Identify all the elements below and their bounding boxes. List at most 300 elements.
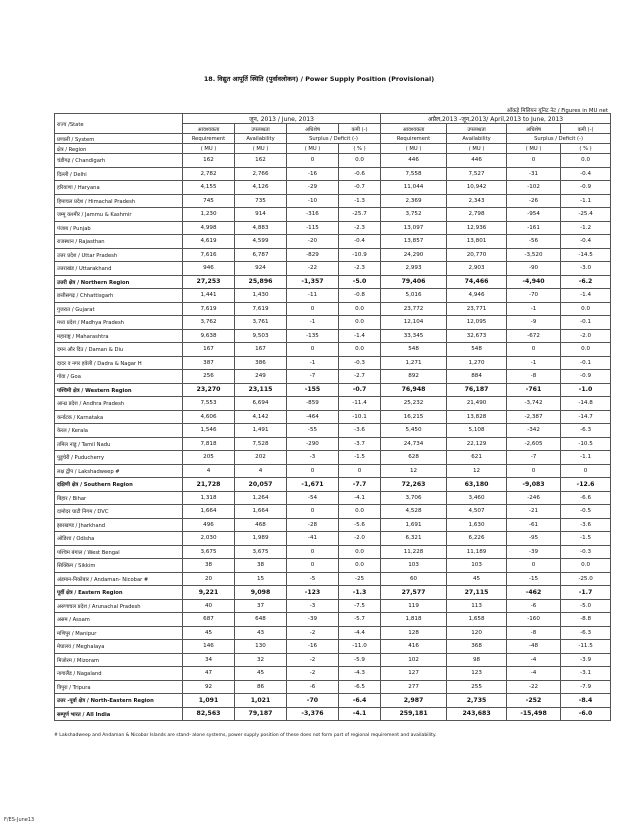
cell-value: 2,798 — [447, 208, 507, 222]
row-name: गुजरात / Gujarat — [55, 302, 183, 316]
cell-value: -7.7 — [339, 478, 381, 492]
cell-value: -3,742 — [507, 397, 561, 411]
col-en-header: Requirement — [381, 134, 447, 144]
cell-value: 76,187 — [447, 383, 507, 397]
cell-value: 548 — [381, 343, 447, 357]
cell-value: 2,735 — [447, 694, 507, 708]
cell-value: 1,430 — [235, 289, 287, 303]
cell-value: 687 — [183, 613, 235, 627]
cell-value: -25.7 — [339, 208, 381, 222]
cell-value: -160 — [507, 613, 561, 627]
cell-value: 76,948 — [381, 383, 447, 397]
col-hi-header: आवश्यकता — [183, 124, 235, 134]
table-row — [55, 329, 611, 343]
cell-value: -25 — [339, 572, 381, 586]
cell-value: 22,129 — [447, 437, 507, 451]
cell-value: -3.9 — [561, 653, 611, 667]
cell-value: 86 — [235, 680, 287, 694]
cell-value: -6 — [507, 599, 561, 613]
cell-value: 72,263 — [381, 478, 447, 492]
cell-value: 0 — [287, 464, 339, 478]
row-name: सम्पूर्ण भारत / All India — [55, 707, 183, 721]
cell-value: 38 — [183, 559, 235, 573]
cell-value: 0.0 — [339, 302, 381, 316]
row-name: राजस्थान / Rajasthan — [55, 235, 183, 249]
cell-value: -0.5 — [561, 505, 611, 519]
cell-value: 2,343 — [447, 194, 507, 208]
cell-value: 924 — [235, 262, 287, 276]
col-unit-header: ( % ) — [561, 144, 611, 154]
col-unit-header: ( MU ) — [183, 144, 235, 154]
cell-value: 0 — [287, 154, 339, 168]
cell-value: -0.1 — [561, 356, 611, 370]
cell-value: 119 — [381, 599, 447, 613]
cell-value: -8 — [507, 626, 561, 640]
cell-value: -829 — [287, 248, 339, 262]
cell-value: 162 — [183, 154, 235, 168]
col-hi-header: उपलब्धता — [235, 124, 287, 134]
cell-value: -7 — [507, 451, 561, 465]
cell-value: 7,527 — [447, 167, 507, 181]
row-name: मिजोरम / Mizoram — [55, 653, 183, 667]
cell-value: -95 — [507, 532, 561, 546]
cell-value: 0 — [507, 154, 561, 168]
table-row — [55, 464, 611, 478]
region-total-row — [55, 478, 611, 492]
cell-value: 259,181 — [381, 707, 447, 721]
cell-value: 0 — [339, 464, 381, 478]
cell-value: -1,671 — [287, 478, 339, 492]
cell-value: -3,520 — [507, 248, 561, 262]
cell-value: 9,221 — [183, 586, 235, 600]
cell-value: -2.3 — [339, 262, 381, 276]
cell-value: 12 — [381, 464, 447, 478]
table-row — [55, 613, 611, 627]
cell-value: 1,264 — [235, 491, 287, 505]
region-total-row — [55, 586, 611, 600]
col-unit-header: ( MU ) — [507, 144, 561, 154]
row-name: मेघालय / Meghalaya — [55, 640, 183, 654]
cell-value: 13,857 — [381, 235, 447, 249]
cell-value: 0 — [507, 464, 561, 478]
cell-value: 1,091 — [183, 694, 235, 708]
row-name: कर्नाटक / Karnataka — [55, 410, 183, 424]
cell-value: -1 — [287, 316, 339, 330]
cell-value: -0.4 — [561, 235, 611, 249]
cell-value: 27,577 — [381, 586, 447, 600]
cell-value: 548 — [447, 343, 507, 357]
cell-value: 446 — [381, 154, 447, 168]
cell-value: 6,787 — [235, 248, 287, 262]
cell-value: -2.7 — [339, 370, 381, 384]
cell-value: -25.0 — [561, 572, 611, 586]
cell-value: -70 — [507, 289, 561, 303]
cell-value: -0.1 — [561, 316, 611, 330]
cell-value: -0.7 — [339, 383, 381, 397]
all-india-row — [55, 707, 611, 721]
row-name: महाराष्ट्र / Maharashtra — [55, 329, 183, 343]
cell-value: 4,619 — [183, 235, 235, 249]
cell-value: -859 — [287, 397, 339, 411]
cell-value: -2 — [287, 653, 339, 667]
table-row — [55, 410, 611, 424]
cell-value: 13,828 — [447, 410, 507, 424]
cell-value: -0.4 — [339, 235, 381, 249]
cell-value: -954 — [507, 208, 561, 222]
cell-value: 15 — [235, 572, 287, 586]
cell-value: 9,503 — [235, 329, 287, 343]
col-unit-header: ( % ) — [339, 144, 381, 154]
cell-value: 5,450 — [381, 424, 447, 438]
cell-value: 120 — [447, 626, 507, 640]
cell-value: -0.8 — [339, 289, 381, 303]
cell-value: 25,896 — [235, 275, 287, 289]
cell-value: 13,097 — [381, 221, 447, 235]
cell-value: -2.3 — [339, 221, 381, 235]
cell-value: 27,253 — [183, 275, 235, 289]
cell-value: -0.9 — [561, 181, 611, 195]
cell-value: 0 — [287, 505, 339, 519]
cell-value: 735 — [235, 194, 287, 208]
cell-value: -10.9 — [339, 248, 381, 262]
cell-value: 21,728 — [183, 478, 235, 492]
row-name: दक्षिणी क्षेत्र / Southern Region — [55, 478, 183, 492]
page-title: 18. विद्युत आपूर्ति स्थिति (पुर्वावलोकन) / Power Supply Position (Provisional) — [203, 75, 435, 83]
cell-value: 0.0 — [561, 343, 611, 357]
cell-value: 21,490 — [447, 397, 507, 411]
cell-value: 4,998 — [183, 221, 235, 235]
cell-value: -316 — [287, 208, 339, 222]
cell-value: 256 — [183, 370, 235, 384]
cell-value: 3,675 — [235, 545, 287, 559]
table-row — [55, 370, 611, 384]
row-name: आन्ध्र प्रदेश / Andhra Pradesh — [55, 397, 183, 411]
cell-value: -6.2 — [561, 275, 611, 289]
cell-value: 74,466 — [447, 275, 507, 289]
cell-value: 113 — [447, 599, 507, 613]
cell-value: 1,271 — [381, 356, 447, 370]
cell-value: 0 — [287, 545, 339, 559]
row-name: अरुणाचल प्रदेश / Arunachal Pradesh — [55, 599, 183, 613]
cell-value: 2,782 — [183, 167, 235, 181]
row-name: दमन और दिउ / Daman & Diu — [55, 343, 183, 357]
cell-value: 37 — [235, 599, 287, 613]
units-note: आँकड़े मिलियन यूनिट नेट / Figures in MU net — [506, 108, 608, 114]
cell-value: 10,942 — [447, 181, 507, 195]
cell-value: 496 — [183, 518, 235, 532]
cell-value: 23,772 — [381, 302, 447, 316]
cell-value: 79,187 — [235, 707, 287, 721]
table-row — [55, 626, 611, 640]
col-hi-header: अधिशेष — [507, 124, 561, 134]
power-supply-table — [54, 113, 611, 721]
row-name: ओडिशा / Odisha — [55, 532, 183, 546]
cell-value: -3.6 — [339, 424, 381, 438]
cell-value: -48 — [507, 640, 561, 654]
cell-value: 7,616 — [183, 248, 235, 262]
cell-value: -15 — [507, 572, 561, 586]
cell-value: 7,818 — [183, 437, 235, 451]
col-hi-header: कमी (-) — [339, 124, 381, 134]
cell-value: -1.4 — [561, 289, 611, 303]
cell-value: 3,706 — [381, 491, 447, 505]
cell-value: -8.8 — [561, 613, 611, 627]
cell-value: -14.7 — [561, 410, 611, 424]
region-total-row — [55, 694, 611, 708]
cell-value: -4.1 — [339, 491, 381, 505]
cell-value: 23,771 — [447, 302, 507, 316]
col-hi-header: उपलब्धता — [447, 124, 507, 134]
cell-value: 82,563 — [183, 707, 235, 721]
cell-value: 5,108 — [447, 424, 507, 438]
table-row — [55, 235, 611, 249]
cell-value: 127 — [381, 667, 447, 681]
table-row — [55, 424, 611, 438]
cell-value: -4.1 — [339, 707, 381, 721]
cell-value: 2,993 — [381, 262, 447, 276]
row-name: पश्चिमी क्षेत्र / Western Region — [55, 383, 183, 397]
col-unit-header: ( MU ) — [235, 144, 287, 154]
cell-value: 2,369 — [381, 194, 447, 208]
cell-value: -155 — [287, 383, 339, 397]
cell-value: -6.3 — [561, 626, 611, 640]
cell-value: -29 — [287, 181, 339, 195]
cell-value: -55 — [287, 424, 339, 438]
cell-value: -1.3 — [339, 194, 381, 208]
row-name: चंडीगढ़ / Chandigarh — [55, 154, 183, 168]
cell-value: 0.0 — [339, 316, 381, 330]
period1-header: जून, 2013 / June, 2013 — [183, 114, 381, 124]
cell-value: 2,903 — [447, 262, 507, 276]
cell-value: 20,057 — [235, 478, 287, 492]
cell-value: 6,321 — [381, 532, 447, 546]
table-row — [55, 667, 611, 681]
cell-value: -6 — [287, 680, 339, 694]
cell-value: 16,215 — [381, 410, 447, 424]
cell-value: 103 — [447, 559, 507, 573]
cell-value: 7,619 — [183, 302, 235, 316]
cell-value: 387 — [183, 356, 235, 370]
cell-value: 946 — [183, 262, 235, 276]
cell-value: -0.9 — [561, 370, 611, 384]
cell-value: 11,228 — [381, 545, 447, 559]
table-row — [55, 437, 611, 451]
cell-value: 205 — [183, 451, 235, 465]
cell-value: 167 — [183, 343, 235, 357]
cell-value: -4,940 — [507, 275, 561, 289]
cell-value: 0 — [561, 464, 611, 478]
row-name: असम / Assam — [55, 613, 183, 627]
cell-value: 4,606 — [183, 410, 235, 424]
cell-value: 4 — [235, 464, 287, 478]
cell-value: 4 — [183, 464, 235, 478]
cell-value: -5.0 — [561, 599, 611, 613]
cell-value: 32,673 — [447, 329, 507, 343]
cell-value: -41 — [287, 532, 339, 546]
cell-value: 27,115 — [447, 586, 507, 600]
cell-value: -5.6 — [339, 518, 381, 532]
cell-value: -252 — [507, 694, 561, 708]
cell-value: 7,553 — [183, 397, 235, 411]
cell-value: -22 — [507, 680, 561, 694]
cell-value: -26 — [507, 194, 561, 208]
cell-value: -0.3 — [561, 545, 611, 559]
row-name: दामोदर घाटी निगम / DVC — [55, 505, 183, 519]
table-row — [55, 356, 611, 370]
cell-value: -4.4 — [339, 626, 381, 640]
cell-value: -1,357 — [287, 275, 339, 289]
row-name: त्रिपुरा / Tripura — [55, 680, 183, 694]
cell-value: -70 — [287, 694, 339, 708]
cell-value: 11,189 — [447, 545, 507, 559]
cell-value: -464 — [287, 410, 339, 424]
col-en-header: Surplus / Deficit (-) — [287, 134, 381, 144]
table-row — [55, 194, 611, 208]
row-name: नागालैंड / Nagaland — [55, 667, 183, 681]
row-name: गोवा / Goa — [55, 370, 183, 384]
cell-value: -246 — [507, 491, 561, 505]
unit-header-row — [55, 144, 611, 154]
table-row — [55, 181, 611, 195]
cell-value: -22 — [287, 262, 339, 276]
cell-value: 0.0 — [339, 505, 381, 519]
cell-value: 249 — [235, 370, 287, 384]
english-header-row — [55, 134, 611, 144]
cell-value: 1,630 — [447, 518, 507, 532]
row-name: मणिपुर / Manipur — [55, 626, 183, 640]
cell-value: -342 — [507, 424, 561, 438]
cell-value: 13,801 — [447, 235, 507, 249]
cell-value: -3 — [287, 451, 339, 465]
cell-value: -1.3 — [339, 586, 381, 600]
col-hi-header: कमी (-) — [561, 124, 611, 134]
cell-value: -6.4 — [339, 694, 381, 708]
cell-value: -6.0 — [561, 707, 611, 721]
region-header: क्षेत्र / Region — [55, 144, 183, 154]
col-en-header: Availability — [447, 134, 507, 144]
cell-value: 0 — [287, 559, 339, 573]
cell-value: 32 — [235, 653, 287, 667]
cell-value: -21 — [507, 505, 561, 519]
cell-value: 6,226 — [447, 532, 507, 546]
row-name: पूर्वी क्षेत्र / Eastern Region — [55, 586, 183, 600]
cell-value: 1,664 — [183, 505, 235, 519]
cell-value: -3.1 — [561, 667, 611, 681]
cell-value: 4,883 — [235, 221, 287, 235]
row-name: उत्तर प्रदेश / Uttar Pradesh — [55, 248, 183, 262]
cell-value: -11.0 — [339, 640, 381, 654]
cell-value: -2 — [287, 626, 339, 640]
table-row — [55, 640, 611, 654]
cell-value: 7,528 — [235, 437, 287, 451]
cell-value: 0 — [287, 302, 339, 316]
cell-value: 3,675 — [183, 545, 235, 559]
cell-value: -20 — [287, 235, 339, 249]
region-total-row — [55, 383, 611, 397]
cell-value: 162 — [235, 154, 287, 168]
cell-value: 1,021 — [235, 694, 287, 708]
cell-value: 12,936 — [447, 221, 507, 235]
cell-value: -1 — [507, 356, 561, 370]
col-unit-header: ( MU ) — [287, 144, 339, 154]
cell-value: 25,232 — [381, 397, 447, 411]
cell-value: -5.9 — [339, 653, 381, 667]
cell-value: 1,691 — [381, 518, 447, 532]
table-row — [55, 491, 611, 505]
cell-value: 146 — [183, 640, 235, 654]
cell-value: 34 — [183, 653, 235, 667]
row-name: मध्य प्रदेश / Madhya Pradesh — [55, 316, 183, 330]
row-name: जम्मू कश्मीर / Jammu & Kashmir — [55, 208, 183, 222]
cell-value: 3,761 — [235, 316, 287, 330]
cell-value: 130 — [235, 640, 287, 654]
cell-value: 20,770 — [447, 248, 507, 262]
table-row — [55, 221, 611, 235]
cell-value: -1.4 — [339, 329, 381, 343]
table-row — [55, 167, 611, 181]
row-name: उत्तरी क्षेत्र / Northern Region — [55, 275, 183, 289]
cell-value: 6,694 — [235, 397, 287, 411]
table-row — [55, 316, 611, 330]
cell-value: -462 — [507, 586, 561, 600]
cell-value: -1.0 — [561, 383, 611, 397]
cell-value: -761 — [507, 383, 561, 397]
row-name: केरल / Kerala — [55, 424, 183, 438]
col-en-header: Surplus / Deficit (-) — [507, 134, 611, 144]
cell-value: 12 — [447, 464, 507, 478]
row-name: उत्तर -पूर्वा क्षेत्र / North-Eastern Region — [55, 694, 183, 708]
cell-value: 103 — [381, 559, 447, 573]
cell-value: 0.0 — [339, 545, 381, 559]
cell-value: 167 — [235, 343, 287, 357]
state-header: राज्य /State — [55, 114, 183, 134]
cell-value: 1,441 — [183, 289, 235, 303]
row-name: हरियाणा / Haryana — [55, 181, 183, 195]
row-name: अंडमान-निकोबार / Andaman- Nicobar # — [55, 572, 183, 586]
cell-value: -6.3 — [561, 424, 611, 438]
cell-value: 0.0 — [339, 154, 381, 168]
cell-value: 4,142 — [235, 410, 287, 424]
cell-value: -2,605 — [507, 437, 561, 451]
cell-value: 468 — [235, 518, 287, 532]
cell-value: 4,507 — [447, 505, 507, 519]
table-row — [55, 545, 611, 559]
cell-value: 4,599 — [235, 235, 287, 249]
cell-value: 3,460 — [447, 491, 507, 505]
cell-value: -4 — [507, 667, 561, 681]
table-row — [55, 343, 611, 357]
cell-value: -9,083 — [507, 478, 561, 492]
cell-value: -135 — [287, 329, 339, 343]
cell-value: -9 — [507, 316, 561, 330]
cell-value: -14.5 — [561, 248, 611, 262]
cell-value: -11.4 — [339, 397, 381, 411]
cell-value: 45 — [235, 667, 287, 681]
cell-value: -3,376 — [287, 707, 339, 721]
cell-value: 1,230 — [183, 208, 235, 222]
cell-value: -2.0 — [561, 329, 611, 343]
cell-value: -0.7 — [339, 181, 381, 195]
cell-value: -0.6 — [339, 167, 381, 181]
row-name: हिमाचल प्रदेश / Himachal Pradesh — [55, 194, 183, 208]
cell-value: -8.4 — [561, 694, 611, 708]
cell-value: -1.2 — [561, 221, 611, 235]
cell-value: 745 — [183, 194, 235, 208]
cell-value: 892 — [381, 370, 447, 384]
cell-value: -1.5 — [339, 451, 381, 465]
cell-value: 277 — [381, 680, 447, 694]
cell-value: -3 — [287, 599, 339, 613]
